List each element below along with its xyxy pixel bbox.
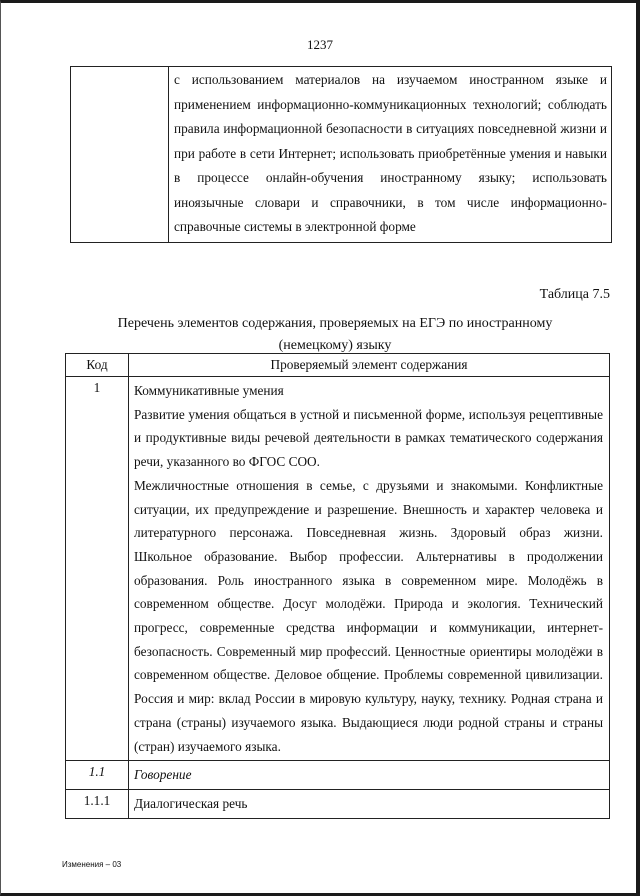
table-row [66, 377, 610, 761]
header-code: Код [66, 354, 129, 377]
row-code: 1.1.1 [66, 789, 129, 818]
table-row [66, 761, 610, 790]
row-paragraph: Межличностные отношения в семье, с друзьями и знакомыми. Конфликтные ситуации, их предупреждение и разрешение. Внешность и характер человека и литературного персонажа. Повседневная жизнь. Здоровый образ жизни. Школьное образование. Выбор профессии. Альтернативы в продолжении образования. Роль иностранного языка в современном мире. Молодёжь в современном обществе. Досуг молодёжи. Природа и экология. Технический прогресс, современные средства информации и коммуникации, интернет-безопасность. Современный мир профессий. Ценностные ориентиры молодёжи в современном обществе. Деловое общение. Проблемы современной цивилизации. Россия и мир: вклад России в мировую культуру, науку, технику. Родная страна и страна (страны) изучаемого языка. Выдающиеся люди родной страны и страны (стран) изучаемого языка. [134, 477, 603, 754]
table-title: Перечень элементов содержания, проверяемых на ЕГЭ по иностранному (немецкому) языку [117, 316, 553, 353]
table-row [71, 67, 612, 243]
row-paragraph: Развитие умения общаться в устной и письменной форме, используя рецептивные и продуктивные виды речевой деятельности в рамках тематического содержания речи, указанного во ФГОС СОО. [134, 406, 603, 470]
continued-text-cell: с использованием материалов на изучаемом иностранном языке и применением информационно-коммуникационных технологий; соблюдать правила информационной безопасности в ситуациях повседневной жизни и при работе в сети Интернет; использовать приобретённые умения и навыки в процессе онлайн-обучения иностранному языку; использовать иноязычные словари и справочники, в том числе информационно-справочные системы в электронной форме [169, 67, 612, 243]
continued-table [70, 66, 612, 243]
table-header-row [66, 354, 610, 377]
footer-note: Изменения – 03 [62, 860, 122, 869]
row-content: Говорение [129, 761, 610, 790]
row-code: 1.1 [66, 761, 129, 790]
row-content [129, 377, 610, 761]
row-content: Диалогическая речь [129, 789, 610, 818]
table-number: Таблица 7.5 [539, 287, 610, 302]
content-elements-table [65, 353, 610, 819]
row-code: 1 [66, 377, 129, 761]
row-heading: Коммуникативные умения [134, 383, 284, 398]
page-number: 1237 [307, 37, 333, 52]
table-row [66, 789, 610, 818]
header-element: Проверяемый элемент содержания [129, 354, 610, 377]
empty-code-cell [71, 67, 169, 243]
